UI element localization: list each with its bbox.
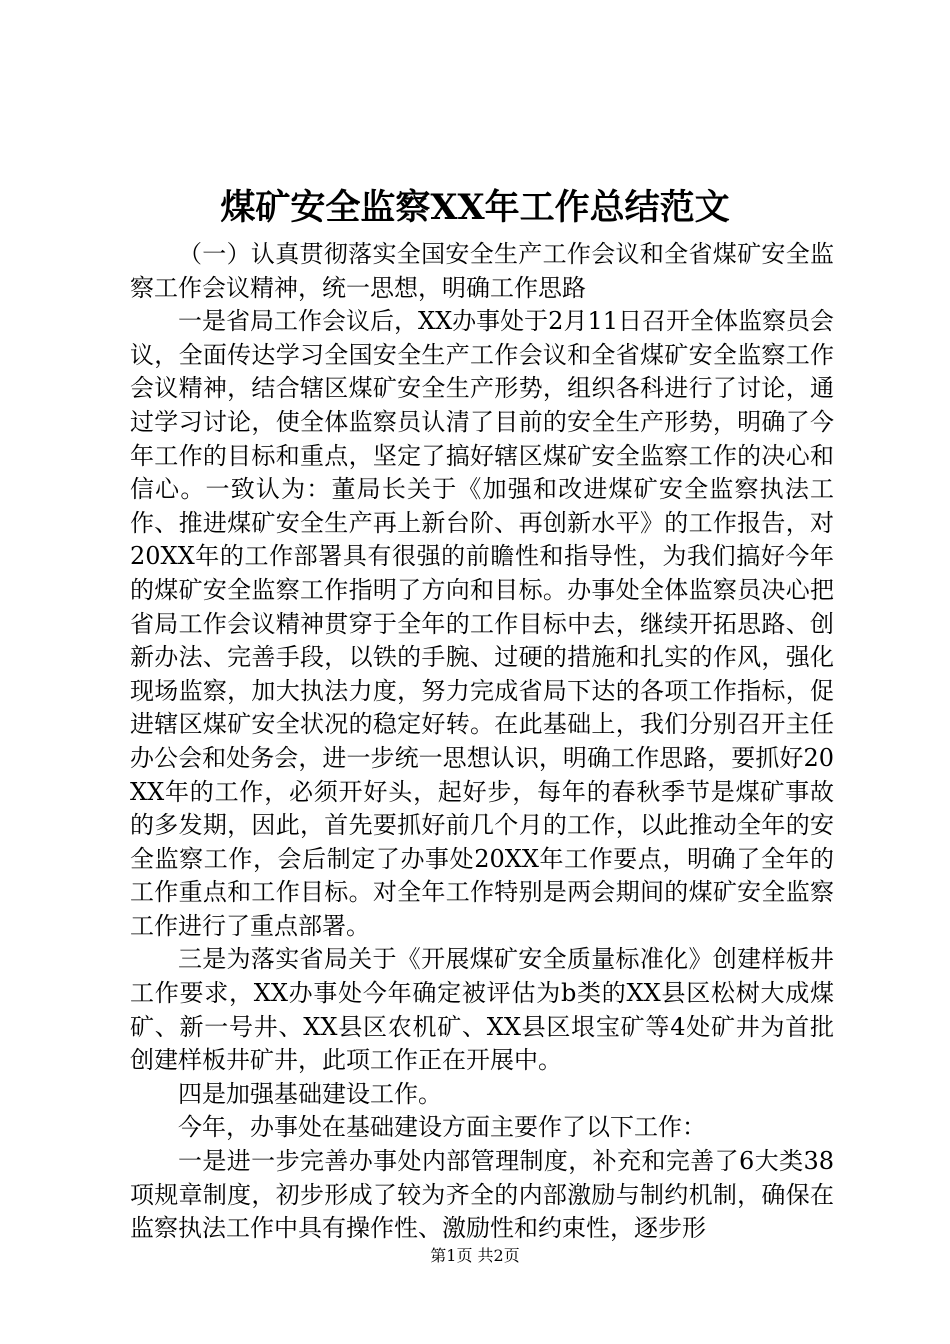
paragraph-6: 一是进一步完善办事处内部管理制度，补充和完善了6大类38项规章制度，初步形成了较为齐全的内部激励与制约机制，确保在监察执法工作中具有操作性、激励性和约束性，逐步形 xyxy=(130,1147,834,1243)
page-footer: 第1页 共2页 xyxy=(430,1246,520,1265)
document-body xyxy=(130,238,834,1246)
paragraph-4: 四是加强基础建设工作。 xyxy=(178,1079,442,1108)
document-title: 煤矿安全监察XX年工作总结范文 xyxy=(220,187,730,228)
paragraph-2: 一是省局工作会议后，XX办事处于2月11日召开全体监察员会议，全面传达学习全国安全生产工作会议和全省煤矿安全监察工作会议精神，结合辖区煤矿安全生产形势，组织各科进行了讨论，通过学习讨论，使全体监察员认清了目前的安全生产形势，明确了今年工作的目标和重点，坚定了搞好辖区煤矿安全监察工作的决心和信心。一致认为：董局长关于《加强和改进煤矿安全监察执法工作、推进煤矿安全生产再上新台阶、再创新水平》的工作报告，对20XX年的工作部署具有很强的前瞻性和指导性，为我们搞好今年的煤矿安全监察工作指明了方向和目标。办事处全体监察员决心把省局工作会议精神贯穿于全年的工作目标中去，继续开拓思路、创新办法、完善手段，以铁的手腕、过硬的措施和扎实的作风，强化现场监察，加大执法力度，努力完成省局下达的各项工作指标，促进辖区煤矿安全状况的稳定好转。在此基础上，我们分别召开主任办公会和处务会，进一步统一思想认识，明确工作思路，要抓好20XX年的工作，必须开好头，起好步，每年的春秋季节是煤矿事故的多发期，因此，首先要抓好前几个月的工作，以此推动全年的安全监察工作，会后制定了办事处20XX年工作要点，明确了全年的工作重点和工作目标。对全年工作特别是两会期间的煤矿安全监察工作进行了重点部署。 xyxy=(130,307,834,940)
paragraph-3: 三是为落实省局关于《开展煤矿安全质量标准化》创建样板井工作要求，XX办事处今年确定被评估为b类的XX县区松树大成煤矿、新一号井、XX县区农机矿、XX县区垠宝矿等4处矿井为首批创建样板井矿井，此项工作正在开展中。 xyxy=(130,945,834,1075)
paragraph-1: （一）认真贯彻落实全国安全生产工作会议和全省煤矿安全监察工作会议精神，统一思想，明确工作思路 xyxy=(130,240,834,302)
paragraph-5: 今年，办事处在基础建设方面主要作了以下工作： xyxy=(178,1113,706,1142)
